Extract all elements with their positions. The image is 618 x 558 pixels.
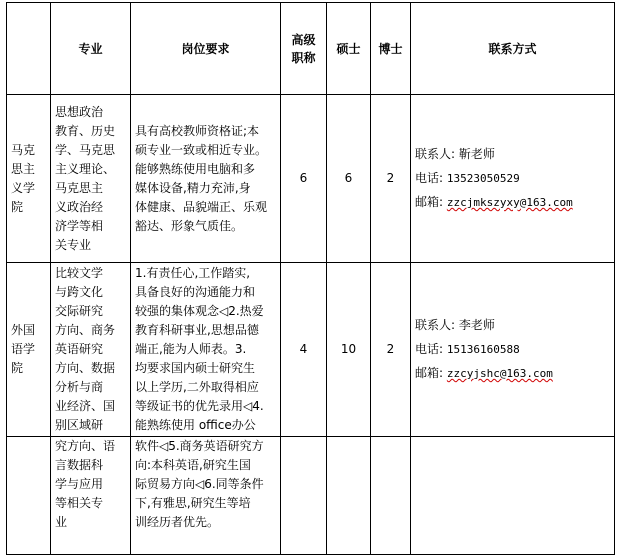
senior-title-count: 4 — [281, 263, 327, 437]
contact-email-label: 邮箱: — [415, 195, 444, 209]
contact-person — [415, 144, 610, 165]
phd-count — [371, 437, 411, 555]
header-requirements: 岗位要求 — [131, 3, 281, 95]
contact-email — [415, 363, 610, 384]
contact-phone-label: 电话: — [415, 171, 444, 185]
contact-person-name: 靳老师 — [458, 147, 495, 161]
requirements-cell: 软件◁5.商务英语研究方 向:本科英语,研究生国 际贸易方向◁6.同等条件 下,有雅思,研究生等培 训经历者优先。 — [131, 437, 281, 555]
contact-phone — [415, 168, 610, 189]
contact-cell — [411, 95, 615, 263]
master-count: 6 — [327, 95, 371, 263]
header-contact: 联系方式 — [411, 3, 615, 95]
senior-title-count: 6 — [281, 95, 327, 263]
contact-phone — [415, 339, 610, 360]
college-cell: 马克 思主 义学 院 — [7, 95, 51, 263]
major-cell: 究方向、语 言数据科 学与应用 等相关专 业 — [51, 437, 131, 555]
header-master: 硕士 — [327, 3, 371, 95]
header-phd: 博士 — [371, 3, 411, 95]
header-row — [7, 3, 615, 95]
master-count: 10 — [327, 263, 371, 437]
header-senior-title: 高级 职称 — [281, 3, 327, 95]
requirements-cell: 1.有责任心,工作踏实, 具备良好的沟通能力和 较强的集体观念◁2.热爱 教育科研事业,思想品德 端正,能为人师表。3. 均要求国内硕士研究生 以上学历,二外取得相应 等级证书的优先录用◁4. 能熟练使用 office办公 — [131, 263, 281, 437]
header-major: 专业 — [51, 3, 131, 95]
contact-person-name: 李老师 — [458, 318, 495, 332]
contact-phone-number: 15136160588 — [446, 343, 520, 356]
contact-email-link[interactable]: zzcjmkszyxy@163.com — [446, 196, 573, 209]
contact-email-label: 邮箱: — [415, 366, 444, 380]
contact-person-label: 联系人: — [415, 147, 456, 161]
table-row — [7, 263, 615, 437]
senior-title-count — [281, 437, 327, 555]
contact-phone-number: 13523050529 — [446, 172, 520, 185]
phd-count: 2 — [371, 95, 411, 263]
master-count — [327, 437, 371, 555]
contact-cell — [411, 263, 615, 437]
requirements-cell: 具有高校教师资格证;本 硕专业一致或相近专业。 能够熟练使用电脑和多 媒体设备,精力充沛,身 体健康、品貌端正、乐观 豁达、形象气质佳。 — [131, 95, 281, 263]
header-college — [7, 3, 51, 95]
contact-person — [415, 315, 610, 336]
contact-email — [415, 192, 610, 213]
college-cell — [7, 437, 51, 555]
contact-phone-label: 电话: — [415, 342, 444, 356]
major-cell: 思想政治 教育、历史 学、马克思 主义理论、 马克思主 义政治经 济学等相 关专业 — [51, 95, 131, 263]
contact-email-link[interactable]: zzcyjshc@163.com — [446, 367, 553, 380]
table-row-continued — [7, 437, 615, 555]
table-row — [7, 95, 615, 263]
recruitment-table — [6, 2, 615, 555]
major-cell: 比较文学 与跨文化 交际研究 方向、商务 英语研究 方向、数据 分析与商 业经济、国 别区域研 — [51, 263, 131, 437]
contact-cell — [411, 437, 615, 555]
contact-person-label: 联系人: — [415, 318, 456, 332]
phd-count: 2 — [371, 263, 411, 437]
college-cell: 外国 语学 院 — [7, 263, 51, 437]
